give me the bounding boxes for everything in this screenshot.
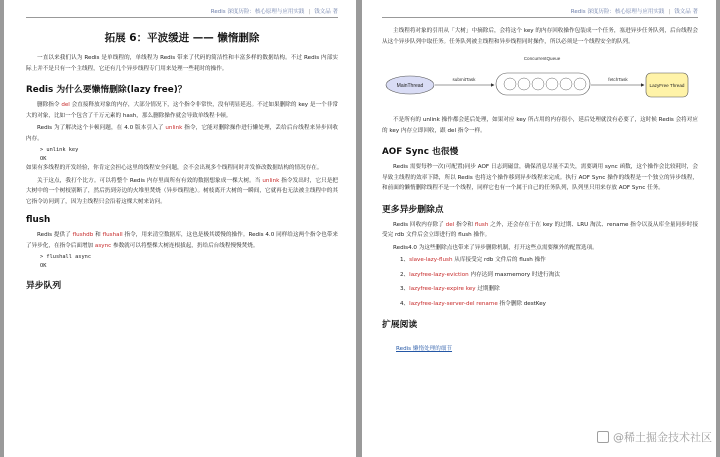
code-line: > flushall async (40, 254, 92, 260)
book-title: Redis 深度历险：核心原理与应用实践 (210, 9, 305, 15)
separator: | (668, 9, 671, 15)
paragraph: 关于这点，我打个比方。可以将整个 Redis 内存里面所有有效的数据想象成一棵大树。当 unlink 指令发出时，它只是把大树中的一个树枝别断了，然后扔到旁边的火堆里焚烧（异步线程池）。树枝离开大树的一瞬间，它就再也无法被主线程中的其它指令访问到了，因为主线程只会沿着这棵大树来访问。 (26, 177, 338, 205)
right-page (362, 0, 716, 457)
code-line: > unlink key (40, 147, 79, 153)
diagram-svg (382, 51, 698, 109)
watermark (597, 429, 712, 445)
book-author: 钱文品 著 (314, 9, 338, 15)
submit-label: submitTask (452, 77, 476, 82)
paragraph: 删除指令 del 会直接释放对象的内存，大部分情况下，这个指令非常快，没有明显延迟。不过如果删除的 key 是一个非常大的对象，比如一个包含了千万元素的 hash，那么删除操作就会导致单线程卡顿。 (26, 102, 338, 119)
separator: | (308, 9, 311, 15)
queue-slot (560, 78, 572, 90)
book-author: 钱文品 著 (674, 9, 698, 15)
fetch-label: fetchTask (608, 77, 628, 82)
list-item: 2、lazyfree-lazy-eviction 内存达到 maxmemory 时进行淘汰 (400, 271, 560, 278)
paragraph: 如果有多线程的开发经验，你肯定会担心这里的线程安全问题，会不会出现多个线程同时并发修改数据结构的情况存在。 (26, 165, 323, 171)
paragraph: Redis 提供了 flushdb 和 flushall 指令，用来清空数据库，这也是极其缓慢的操作。Redis 4.0 同样给这两个指令也带来了异步化，在指令后面增加 async 参数就可以将整棵大树连根拔起，扔给后台线程慢慢焚烧。 (26, 232, 339, 249)
paragraph: 不是所有的 unlink 操作都会延后处理，如果对应 key 所占用的内存很小，延后处理就没有必要了，这时候 Redis 会将对应的 key 内存立即回收，跟 del 指令一样。 (382, 117, 698, 134)
paragraph: 主线程将对象的引用从「大树」中摘除后，会将这个 key 的内存回收操作包装成一个任务，塞进异步任务队列，后台线程会从这个异步队列中取任务。任务队列被主线程和异步线程同时操作，所以必须是一个线程安全的队列。 (382, 28, 698, 45)
section-heading-aof: AOF Sync 也很慢 (382, 147, 459, 157)
queue-slot (532, 78, 544, 90)
queue-slot (546, 78, 558, 90)
code-line: OK (40, 155, 47, 162)
main-thread-label: MainThread (396, 83, 424, 89)
list-item: 4、lazyfree-lazy-server-del rename 指令删除 destKey (400, 300, 546, 307)
list-item: 1、slave-lazy-flush 从库接受完 rdb 文件后的 flush 操作 (400, 257, 546, 263)
juejin-logo-icon (597, 431, 609, 443)
queue-slot (574, 78, 586, 90)
intro-paragraph: 一直以来我们认为 Redis 是单线程的，单线程为 Redis 带来了代码的简洁性和丰富多样的数据结构。不过 Redis 内部实际上并不是只有一个主线程，它还有几个异步线程专门用来处理一些耗时的操作。 (26, 55, 338, 72)
queue-label: ConcurrentQueue (523, 56, 561, 61)
lazy-thread-label: LazyFree Thread (649, 83, 685, 88)
paragraph: Redis4.0 为这些删除点也带来了异步删除机制，打开这些点需要额外的配置选项。 (393, 244, 598, 251)
further-reading-link[interactable]: Redis 懒惰处理的细节 (396, 346, 453, 352)
section-heading-async-queue: 异步队列 (26, 281, 62, 291)
paragraph: Redis 需要每秒一次(可配置)同步 AOF 日志到磁盘，确保消息尽量不丢失，需要调用 sync 函数，这个操作会比较耗时，会导致主线程的效率下降，所以 Redis 也将这个操作移到异步线程来完成。执行 AOF Sync 操作的线程是一个独立的异步线程，和前面的懒惰删除线程不是一个线程，同样它也有一个属于自己的任务队列，队列里只用来存放 AOF Sync 任务。 (382, 164, 698, 191)
async-queue-diagram (382, 51, 698, 109)
watermark-text: @稀土掘金技术社区 (613, 431, 712, 444)
running-head (382, 0, 698, 18)
queue-slot (504, 78, 516, 90)
chapter-title: 拓展 6：平波缓进 —— 懒惰删除 (104, 32, 260, 44)
code-line: OK (40, 262, 47, 269)
list-item: 3、lazyfree-lazy-expire key 过期删除 (400, 286, 500, 292)
section-heading-further-reading: 扩展阅读 (382, 320, 418, 330)
section-heading-lazy-free: Redis 为什么要懒惰删除(lazy free)？ (26, 85, 187, 95)
queue-slot (518, 78, 530, 90)
paragraph: Redis 回收内存除了 del 指令和 flush 之外，还会存在于在 key 的过期、LRU 淘汰、rename 指令以及从库全量同步时接受完 rdb 文件后会立即进行的 flush 操作。 (382, 221, 699, 238)
section-heading-flush: flush (26, 215, 51, 225)
running-head (26, 0, 338, 18)
paragraph: Redis 为了解决这个卡顿问题，在 4.0 版本引入了 unlink 指令，它能对删除操作进行懒处理，丢给后台线程来异步回收内存。 (26, 125, 338, 142)
section-heading-more-async: 更多异步删除点 (382, 204, 444, 215)
left-page (4, 0, 356, 457)
book-title: Redis 深度历险：核心原理与应用实践 (570, 9, 665, 15)
